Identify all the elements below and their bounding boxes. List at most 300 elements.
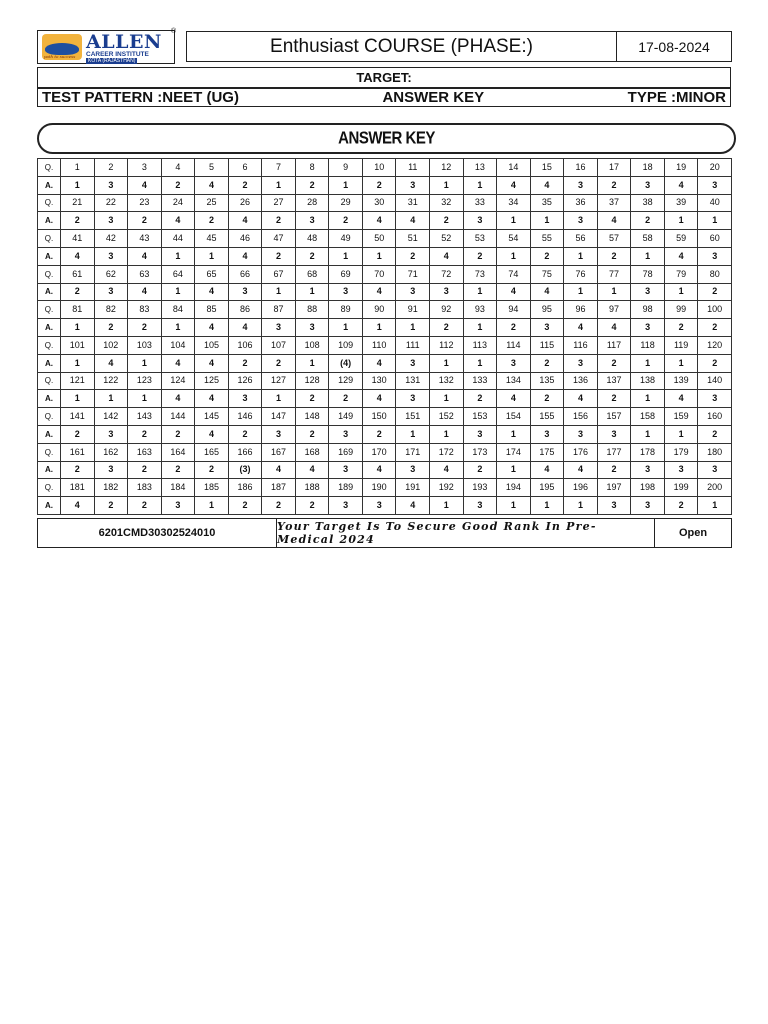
answer-cell: 2 — [698, 425, 732, 443]
question-number-cell: 55 — [530, 230, 564, 248]
question-number-cell: 141 — [61, 408, 95, 426]
question-number-cell: 24 — [161, 194, 195, 212]
answer-cell: 2 — [362, 425, 396, 443]
question-number-cell: 171 — [396, 443, 430, 461]
question-row-label: Q. — [38, 230, 61, 248]
question-number-cell: 72 — [430, 265, 464, 283]
answer-cell: 4 — [664, 176, 698, 194]
answer-cell: 2 — [61, 283, 95, 301]
answer-cell: 2 — [530, 247, 564, 265]
question-number-cell: 34 — [497, 194, 531, 212]
answer-cell: 2 — [463, 247, 497, 265]
question-row-label: Q. — [38, 159, 61, 177]
answer-cell: 4 — [597, 212, 631, 230]
question-number-cell: 145 — [195, 408, 229, 426]
question-number-cell: 26 — [228, 194, 262, 212]
question-number-cell: 91 — [396, 301, 430, 319]
question-number-cell: 184 — [161, 479, 195, 497]
question-number-cell: 79 — [664, 265, 698, 283]
answer-row-label: A. — [38, 247, 61, 265]
question-number-cell: 12 — [430, 159, 464, 177]
answer-key-table-body — [38, 159, 732, 515]
answer-cell: 4 — [362, 354, 396, 372]
answer-cell: 4 — [362, 212, 396, 230]
answer-cell: 1 — [430, 390, 464, 408]
question-number-cell: 38 — [631, 194, 665, 212]
question-number-cell: 102 — [94, 336, 128, 354]
answer-cell: 3 — [362, 497, 396, 515]
answer-cell: 3 — [329, 461, 363, 479]
answer-cell: 2 — [698, 319, 732, 337]
question-number-cell: 106 — [228, 336, 262, 354]
answer-cell: 1 — [564, 283, 598, 301]
answer-cell: 3 — [631, 461, 665, 479]
question-row-label: Q. — [38, 372, 61, 390]
answer-cell: 1 — [430, 425, 464, 443]
question-row — [38, 372, 732, 390]
question-number-cell: 121 — [61, 372, 95, 390]
answer-cell: 4 — [161, 390, 195, 408]
question-number-cell: 90 — [362, 301, 396, 319]
answer-cell: 2 — [597, 176, 631, 194]
question-number-cell: 173 — [463, 443, 497, 461]
question-number-cell: 88 — [295, 301, 329, 319]
answer-row-label: A. — [38, 319, 61, 337]
answer-cell: 3 — [631, 319, 665, 337]
question-number-cell: 30 — [362, 194, 396, 212]
answer-cell: 1 — [463, 176, 497, 194]
answer-cell: 1 — [396, 319, 430, 337]
answer-cell: 1 — [195, 247, 229, 265]
question-number-cell: 197 — [597, 479, 631, 497]
answer-row-label: A. — [38, 390, 61, 408]
answer-cell: 2 — [228, 176, 262, 194]
question-number-cell: 58 — [631, 230, 665, 248]
question-number-cell: 71 — [396, 265, 430, 283]
answer-cell: 1 — [698, 212, 732, 230]
answer-cell: 4 — [128, 247, 162, 265]
question-number-cell: 131 — [396, 372, 430, 390]
question-number-cell: 129 — [329, 372, 363, 390]
answer-cell: 2 — [463, 390, 497, 408]
answer-cell: 1 — [195, 497, 229, 515]
question-number-cell: 63 — [128, 265, 162, 283]
question-number-cell: 109 — [329, 336, 363, 354]
answer-cell: 4 — [161, 212, 195, 230]
question-row-label: Q. — [38, 479, 61, 497]
answer-row — [38, 461, 732, 479]
answer-cell: 4 — [228, 212, 262, 230]
answer-cell: 1 — [362, 319, 396, 337]
question-number-cell: 196 — [564, 479, 598, 497]
answer-cell: 2 — [262, 212, 296, 230]
question-number-cell: 86 — [228, 301, 262, 319]
answer-cell: 4 — [195, 354, 229, 372]
answer-cell: 1 — [631, 425, 665, 443]
answer-cell: 2 — [94, 497, 128, 515]
question-number-cell: 136 — [564, 372, 598, 390]
answer-cell: 4 — [564, 390, 598, 408]
question-number-cell: 23 — [128, 194, 162, 212]
question-number-cell: 180 — [698, 443, 732, 461]
answer-row — [38, 283, 732, 301]
answer-cell: 4 — [664, 247, 698, 265]
answer-cell: 2 — [597, 247, 631, 265]
question-number-cell: 130 — [362, 372, 396, 390]
answer-cell: 3 — [94, 247, 128, 265]
footer — [37, 518, 732, 548]
answer-cell: 4 — [530, 283, 564, 301]
question-number-cell: 11 — [396, 159, 430, 177]
answer-cell: 3 — [530, 319, 564, 337]
answer-cell: 2 — [631, 212, 665, 230]
answer-cell: 3 — [329, 497, 363, 515]
answer-cell: 3 — [564, 354, 598, 372]
answer-cell: 1 — [262, 176, 296, 194]
question-number-cell: 114 — [497, 336, 531, 354]
question-row — [38, 194, 732, 212]
answer-cell: 3 — [430, 283, 464, 301]
answer-cell: 2 — [128, 212, 162, 230]
answer-cell: 1 — [430, 497, 464, 515]
answer-cell: 2 — [61, 425, 95, 443]
answer-cell: 1 — [664, 212, 698, 230]
question-number-cell: 51 — [396, 230, 430, 248]
answer-cell: 3 — [94, 425, 128, 443]
answer-cell: 4 — [564, 319, 598, 337]
question-number-cell: 188 — [295, 479, 329, 497]
question-row — [38, 230, 732, 248]
question-number-cell: 16 — [564, 159, 598, 177]
question-number-cell: 108 — [295, 336, 329, 354]
answer-cell: 1 — [329, 247, 363, 265]
answer-cell: 4 — [530, 461, 564, 479]
answer-cell: 4 — [497, 283, 531, 301]
question-number-cell: 83 — [128, 301, 162, 319]
answer-row — [38, 176, 732, 194]
logo-location: KOTA (RAJASTHAN) — [88, 58, 136, 64]
answer-cell: 4 — [94, 354, 128, 372]
question-number-cell: 101 — [61, 336, 95, 354]
logo-emblem-icon — [42, 34, 82, 60]
question-number-cell: 117 — [597, 336, 631, 354]
question-number-cell: 20 — [698, 159, 732, 177]
question-number-cell: 87 — [262, 301, 296, 319]
question-row-label: Q. — [38, 301, 61, 319]
question-number-cell: 148 — [295, 408, 329, 426]
answer-cell: 1 — [329, 176, 363, 194]
question-number-cell: 49 — [329, 230, 363, 248]
question-number-cell: 70 — [362, 265, 396, 283]
answer-cell: 3 — [295, 319, 329, 337]
question-number-cell: 112 — [430, 336, 464, 354]
question-number-cell: 89 — [329, 301, 363, 319]
question-number-cell: 53 — [463, 230, 497, 248]
answer-cell: 1 — [463, 354, 497, 372]
question-number-cell: 18 — [631, 159, 665, 177]
question-number-cell: 6 — [228, 159, 262, 177]
answer-cell: 2 — [597, 354, 631, 372]
question-number-cell: 68 — [295, 265, 329, 283]
question-number-cell: 142 — [94, 408, 128, 426]
answer-cell: 1 — [262, 390, 296, 408]
question-number-cell: 156 — [564, 408, 598, 426]
answer-cell: 1 — [564, 247, 598, 265]
question-number-cell: 4 — [161, 159, 195, 177]
answer-cell: 3 — [94, 176, 128, 194]
question-number-cell: 185 — [195, 479, 229, 497]
answer-cell: 2 — [228, 425, 262, 443]
question-number-cell: 162 — [94, 443, 128, 461]
question-number-cell: 167 — [262, 443, 296, 461]
answer-cell: 3 — [396, 283, 430, 301]
question-number-cell: 189 — [329, 479, 363, 497]
answer-cell: 1 — [631, 247, 665, 265]
question-number-cell: 54 — [497, 230, 531, 248]
answer-cell: 4 — [396, 497, 430, 515]
question-number-cell: 78 — [631, 265, 665, 283]
question-number-cell: 13 — [463, 159, 497, 177]
answer-cell: 2 — [430, 319, 464, 337]
answer-cell: 3 — [564, 176, 598, 194]
question-number-cell: 21 — [61, 194, 95, 212]
answer-cell: 4 — [195, 425, 229, 443]
question-number-cell: 8 — [295, 159, 329, 177]
question-number-cell: 187 — [262, 479, 296, 497]
answer-cell: 2 — [295, 176, 329, 194]
answer-cell: 1 — [463, 283, 497, 301]
question-number-cell: 60 — [698, 230, 732, 248]
question-number-cell: 155 — [530, 408, 564, 426]
answer-cell: 2 — [128, 425, 162, 443]
question-number-cell: 1 — [61, 159, 95, 177]
question-number-cell: 10 — [362, 159, 396, 177]
answer-cell: 2 — [161, 461, 195, 479]
answer-cell: 2 — [295, 425, 329, 443]
answer-cell: 4 — [497, 176, 531, 194]
answer-key-table — [37, 158, 732, 515]
answer-cell: 2 — [94, 319, 128, 337]
question-number-cell: 64 — [161, 265, 195, 283]
question-number-cell: 138 — [631, 372, 665, 390]
answer-cell: 2 — [329, 212, 363, 230]
question-number-cell: 98 — [631, 301, 665, 319]
answer-cell: 3 — [530, 425, 564, 443]
question-number-cell: 150 — [362, 408, 396, 426]
question-number-cell: 191 — [396, 479, 430, 497]
answer-cell: 1 — [128, 390, 162, 408]
logo-tagline: path to success — [44, 54, 76, 59]
answer-cell: 2 — [597, 390, 631, 408]
answer-cell: 3 — [94, 212, 128, 230]
question-number-cell: 27 — [262, 194, 296, 212]
answer-cell: 2 — [295, 247, 329, 265]
question-number-cell: 194 — [497, 479, 531, 497]
question-number-cell: 177 — [597, 443, 631, 461]
question-number-cell: 5 — [195, 159, 229, 177]
question-number-cell: 42 — [94, 230, 128, 248]
paper-status: Open — [678, 527, 708, 539]
question-number-cell: 154 — [497, 408, 531, 426]
question-number-cell: 123 — [128, 372, 162, 390]
answer-cell: 3 — [698, 247, 732, 265]
answer-cell: 1 — [295, 283, 329, 301]
question-number-cell: 192 — [430, 479, 464, 497]
question-number-cell: 48 — [295, 230, 329, 248]
answer-cell: 1 — [664, 354, 698, 372]
answer-cell: 1 — [597, 283, 631, 301]
answer-cell: 1 — [497, 425, 531, 443]
target-label: TARGET: — [356, 70, 412, 85]
answer-cell: 4 — [61, 247, 95, 265]
answer-cell: 4 — [362, 461, 396, 479]
answer-row — [38, 390, 732, 408]
answer-cell: 2 — [262, 354, 296, 372]
answer-cell: 4 — [362, 283, 396, 301]
answer-cell: 2 — [463, 461, 497, 479]
question-number-cell: 66 — [228, 265, 262, 283]
question-number-cell: 164 — [161, 443, 195, 461]
banner-title: ANSWER KEY — [338, 128, 435, 149]
answer-cell: 1 — [698, 497, 732, 515]
question-row — [38, 301, 732, 319]
question-number-cell: 110 — [362, 336, 396, 354]
answer-cell: 1 — [497, 461, 531, 479]
answer-row — [38, 425, 732, 443]
question-row — [38, 336, 732, 354]
answer-cell: 4 — [295, 461, 329, 479]
question-number-cell: 165 — [195, 443, 229, 461]
question-number-cell: 172 — [430, 443, 464, 461]
question-row — [38, 159, 732, 177]
answer-cell: 4 — [564, 461, 598, 479]
answer-cell: 3 — [262, 425, 296, 443]
question-row — [38, 443, 732, 461]
answer-cell: 3 — [396, 390, 430, 408]
answer-cell: 1 — [497, 247, 531, 265]
question-number-cell: 115 — [530, 336, 564, 354]
question-number-cell: 122 — [94, 372, 128, 390]
question-number-cell: 178 — [631, 443, 665, 461]
answer-cell: 2 — [262, 247, 296, 265]
question-number-cell: 193 — [463, 479, 497, 497]
question-number-cell: 75 — [530, 265, 564, 283]
question-number-cell: 95 — [530, 301, 564, 319]
answer-cell: 1 — [128, 354, 162, 372]
question-number-cell: 160 — [698, 408, 732, 426]
question-row-label: Q. — [38, 408, 61, 426]
answer-cell: 2 — [228, 497, 262, 515]
answer-cell: 3 — [698, 461, 732, 479]
exam-date: 17-08-2024 — [616, 31, 732, 62]
answer-row — [38, 212, 732, 230]
answer-cell: 2 — [664, 497, 698, 515]
question-number-cell: 81 — [61, 301, 95, 319]
question-number-cell: 169 — [329, 443, 363, 461]
answer-cell: 4 — [228, 319, 262, 337]
answer-cell: 4 — [362, 390, 396, 408]
answer-cell: 4 — [396, 212, 430, 230]
answer-cell: 1 — [161, 247, 195, 265]
question-number-cell: 139 — [664, 372, 698, 390]
question-number-cell: 183 — [128, 479, 162, 497]
answer-row — [38, 497, 732, 515]
question-number-cell: 158 — [631, 408, 665, 426]
answer-cell: 4 — [228, 247, 262, 265]
question-number-cell: 17 — [597, 159, 631, 177]
question-number-cell: 170 — [362, 443, 396, 461]
registered-mark: ® — [171, 28, 177, 35]
answer-cell: 2 — [530, 354, 564, 372]
answer-cell: 2 — [295, 497, 329, 515]
question-number-cell: 151 — [396, 408, 430, 426]
question-number-cell: 59 — [664, 230, 698, 248]
answer-row-label: A. — [38, 176, 61, 194]
answer-cell: 4 — [664, 390, 698, 408]
answer-cell: 3 — [631, 176, 665, 194]
answer-cell: 2 — [128, 461, 162, 479]
question-number-cell: 97 — [597, 301, 631, 319]
answer-cell: (3) — [228, 461, 262, 479]
answer-cell: 2 — [161, 176, 195, 194]
answer-cell: 3 — [497, 354, 531, 372]
answer-cell: 1 — [329, 319, 363, 337]
answer-row-label: A. — [38, 354, 61, 372]
question-number-cell: 19 — [664, 159, 698, 177]
answer-row-label: A. — [38, 425, 61, 443]
answer-cell: 3 — [295, 212, 329, 230]
question-number-cell: 76 — [564, 265, 598, 283]
question-row-label: Q. — [38, 194, 61, 212]
answer-key-banner — [37, 123, 736, 154]
course-title: Enthusiast COURSE (PHASE:) — [186, 31, 617, 62]
logo-subtitle: CAREER INSTITUTE — [86, 51, 149, 58]
info-row — [42, 88, 726, 106]
question-number-cell: 93 — [463, 301, 497, 319]
question-row-label: Q. — [38, 265, 61, 283]
answer-cell: 3 — [564, 212, 598, 230]
question-number-cell: 37 — [597, 194, 631, 212]
question-number-cell: 67 — [262, 265, 296, 283]
answer-cell: 3 — [597, 497, 631, 515]
question-number-cell: 41 — [61, 230, 95, 248]
question-number-cell: 132 — [430, 372, 464, 390]
question-number-cell: 29 — [329, 194, 363, 212]
answer-cell: 1 — [664, 283, 698, 301]
answer-cell: 1 — [631, 390, 665, 408]
question-number-cell: 85 — [195, 301, 229, 319]
answer-row — [38, 319, 732, 337]
question-number-cell: 181 — [61, 479, 95, 497]
question-number-cell: 2 — [94, 159, 128, 177]
answer-cell: 3 — [396, 354, 430, 372]
question-number-cell: 118 — [631, 336, 665, 354]
question-number-cell: 44 — [161, 230, 195, 248]
answer-cell: 4 — [262, 461, 296, 479]
answer-cell: 2 — [430, 212, 464, 230]
answer-cell: 4 — [195, 390, 229, 408]
answer-cell: 4 — [195, 283, 229, 301]
question-number-cell: 179 — [664, 443, 698, 461]
answer-cell: 1 — [497, 497, 531, 515]
question-number-cell: 186 — [228, 479, 262, 497]
answer-cell: 2 — [698, 283, 732, 301]
footer-slogan: Your Target Is To Secure Good Rank In Pre-Medical 2024 — [277, 519, 655, 547]
question-number-cell: 135 — [530, 372, 564, 390]
question-number-cell: 69 — [329, 265, 363, 283]
question-number-cell: 157 — [597, 408, 631, 426]
question-number-cell: 80 — [698, 265, 732, 283]
